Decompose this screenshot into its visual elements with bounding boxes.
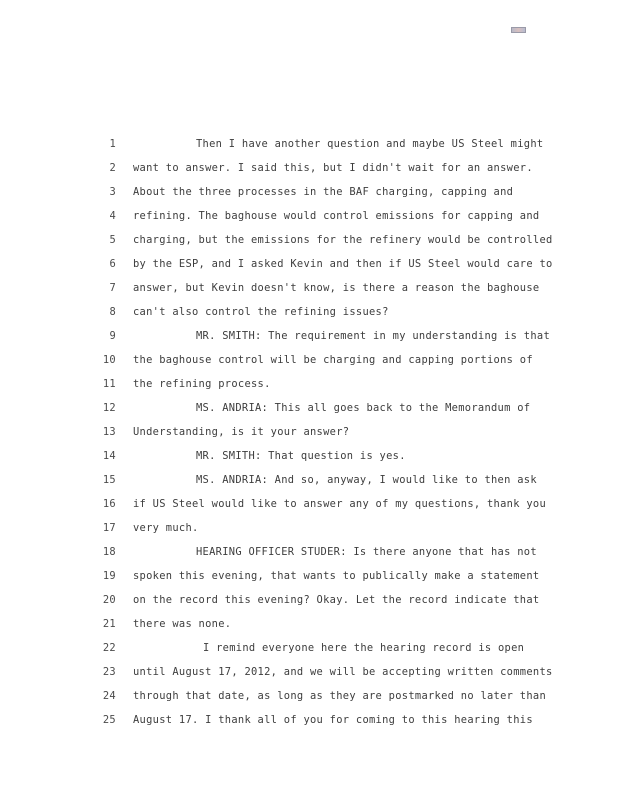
transcript-line-10 (0, 348, 618, 372)
transcript-line-16 (0, 492, 618, 516)
line-number: 13 (102, 426, 116, 438)
transcript-line-5 (0, 228, 618, 252)
transcript-line-18 (0, 540, 618, 564)
transcript-line-4 (0, 204, 618, 228)
line-number: 18 (102, 546, 116, 558)
transcript-line-8 (0, 300, 618, 324)
line-number: 16 (102, 498, 116, 510)
transcript-line-2 (0, 156, 618, 180)
line-number: 7 (109, 282, 116, 294)
line-number: 22 (102, 642, 116, 654)
transcript-line-15 (0, 468, 618, 492)
transcript-line-24 (0, 684, 618, 708)
line-text: About the three processes in the BAF charging, capping and (133, 186, 514, 198)
line-number: 4 (109, 210, 116, 222)
line-text: August 17. I thank all of you for coming to this hearing this (133, 714, 533, 726)
line-text: refining. The baghouse would control emissions for capping and (133, 210, 540, 222)
transcript-line-3 (0, 180, 618, 204)
line-text: MS. ANDRIA: And so, anyway, I would like to then ask (196, 474, 537, 486)
line-number: 25 (102, 714, 116, 726)
transcript-line-9 (0, 324, 618, 348)
transcript-line-12 (0, 396, 618, 420)
line-number: 21 (102, 618, 116, 630)
line-text: I remind everyone here the hearing record is open (203, 642, 525, 654)
line-number: 12 (102, 402, 116, 414)
line-number: 17 (102, 522, 116, 534)
line-number: 20 (102, 594, 116, 606)
corner-mark (511, 27, 526, 33)
line-text: MR. SMITH: That question is yes. (196, 450, 406, 462)
line-number: 24 (102, 690, 116, 702)
line-text: want to answer. I said this, but I didn't wait for an answer. (133, 162, 533, 174)
line-text: charging, but the emissions for the refinery would be controlled (133, 234, 553, 246)
line-text: MR. SMITH: The requirement in my understanding is that (196, 330, 551, 342)
line-number: 15 (102, 474, 116, 486)
line-text: HEARING OFFICER STUDER: Is there anyone that has not (196, 546, 537, 558)
transcript-line-7 (0, 276, 618, 300)
line-text: through that date, as long as they are postmarked no later than (133, 690, 547, 702)
transcript-line-1 (0, 132, 618, 156)
transcript-line-22 (0, 636, 618, 660)
transcript-line-21 (0, 612, 618, 636)
line-text: spoken this evening, that wants to publically make a statement (133, 570, 540, 582)
line-text: the refining process. (133, 378, 271, 390)
line-number: 19 (102, 570, 116, 582)
transcript-line-17 (0, 516, 618, 540)
line-text: Understanding, is it your answer? (133, 426, 350, 438)
transcript-line-14 (0, 444, 618, 468)
line-text: Then I have another question and maybe US Steel might (196, 138, 544, 150)
line-number: 8 (109, 306, 116, 318)
line-number: 9 (109, 330, 116, 342)
line-text: the baghouse control will be charging and capping portions of (133, 354, 533, 366)
line-text: there was none. (133, 618, 232, 630)
line-text: answer, but Kevin doesn't know, is there a reason the baghouse (133, 282, 540, 294)
line-text: can't also control the refining issues? (133, 306, 389, 318)
line-number: 5 (109, 234, 116, 246)
transcript-line-13 (0, 420, 618, 444)
line-number: 23 (102, 666, 116, 678)
line-number: 6 (109, 258, 116, 270)
line-text: if US Steel would like to answer any of my questions, thank you (133, 498, 547, 510)
transcript-line-11 (0, 372, 618, 396)
line-number: 3 (109, 186, 116, 198)
transcript-line-6 (0, 252, 618, 276)
line-number: 1 (109, 138, 116, 150)
line-text: very much. (133, 522, 199, 534)
line-text: by the ESP, and I asked Kevin and then if US Steel would care to (133, 258, 553, 270)
transcript-line-20 (0, 588, 618, 612)
line-number: 11 (102, 378, 116, 390)
line-text: on the record this evening? Okay. Let the record indicate that (133, 594, 540, 606)
transcript-page (0, 132, 618, 732)
transcript-line-19 (0, 564, 618, 588)
line-number: 10 (102, 354, 116, 366)
line-number: 2 (109, 162, 116, 174)
transcript-line-23 (0, 660, 618, 684)
line-number: 14 (102, 450, 116, 462)
transcript-line-25 (0, 708, 618, 732)
line-text: until August 17, 2012, and we will be accepting written comments (133, 666, 553, 678)
line-text: MS. ANDRIA: This all goes back to the Memorandum of (196, 402, 531, 414)
